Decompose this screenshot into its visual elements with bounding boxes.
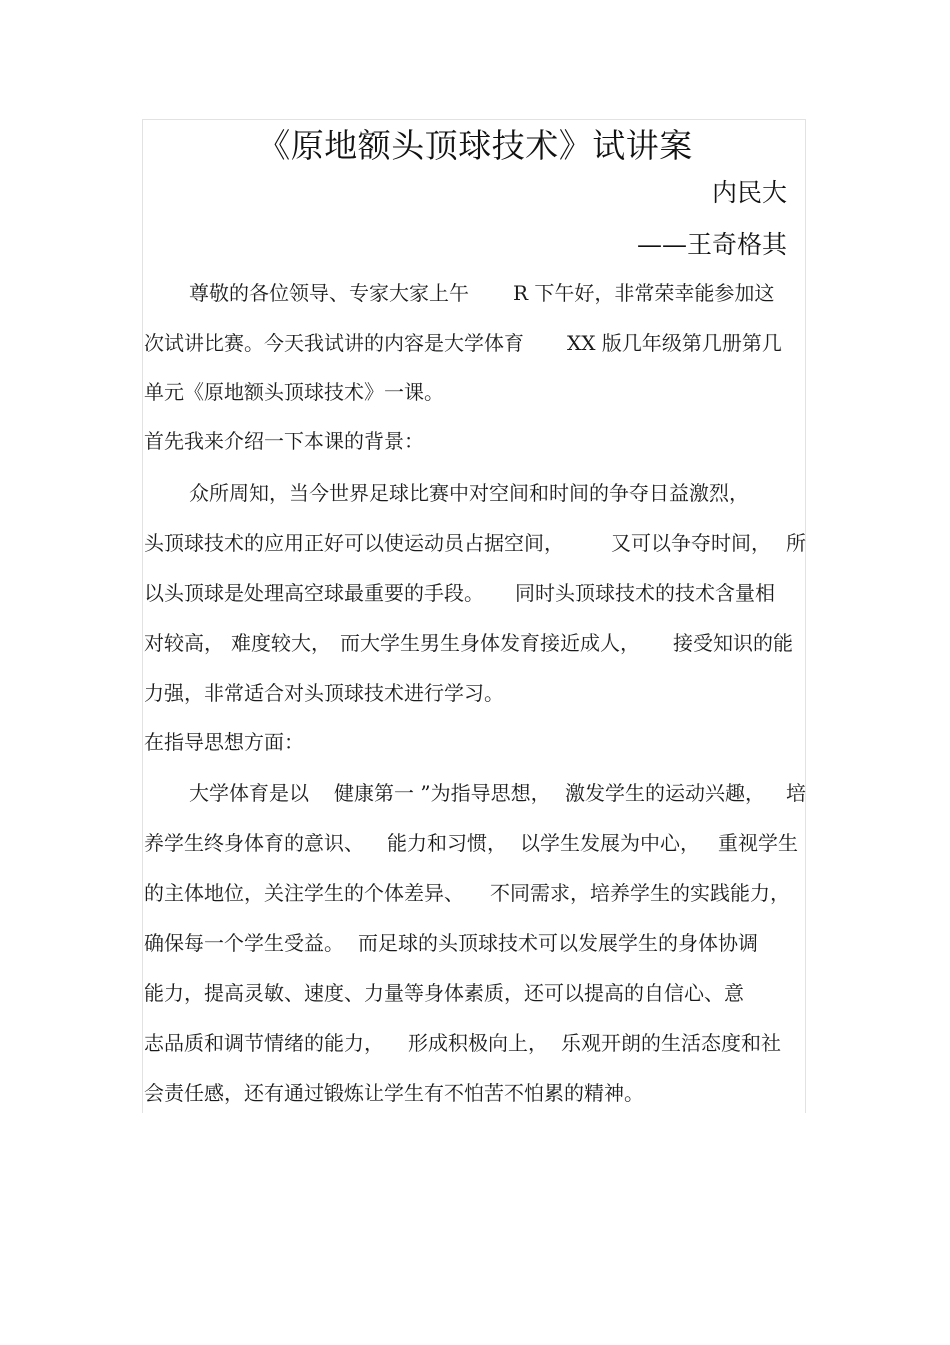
page-frame: [142, 119, 806, 1113]
text-line-segment: 单元《原地额头顶球技术》一课。: [144, 380, 444, 404]
text-line-segment: 而大学生男生身体发育接近成人，: [340, 631, 640, 655]
text-line-segment: 众所周知，当今世界足球比赛中对空间和时间的争夺日益激烈，: [189, 481, 749, 505]
text-line-segment: 乐观开朗的生活态度和社: [561, 1031, 781, 1055]
text-line-segment: 不同需求，培养学生的实践能力，: [490, 881, 790, 905]
text-line-segment: 大学体育是以: [189, 781, 309, 805]
text-line-segment: 力强，非常适合对头顶球技术进行学习。: [144, 681, 504, 705]
text-line-segment: 首先我来介绍一下本课的背景：: [144, 429, 424, 453]
text-line-segment: 培: [786, 781, 806, 805]
text-line-segment: 养学生终身体育的意识、: [144, 831, 364, 855]
text-line-segment: 次试讲比赛。今天我试讲的内容是大学体育: [144, 331, 524, 355]
text-line-segment: XX 版几年级第几册第几: [567, 331, 782, 355]
text-line-segment: 会责任感，还有通过锻炼让学生有不怕苦不怕累的精神。: [144, 1081, 644, 1105]
text-line-segment: 志品质和调节情绪的能力，: [144, 1031, 384, 1055]
text-line-segment: 以头顶球是处理高空球最重要的手段。: [144, 581, 484, 605]
text-line-segment: 难度较大，: [231, 631, 331, 655]
text-line-segment: 确保每一个学生受益。: [144, 931, 344, 955]
text-line-segment: 又可以争夺时间，: [611, 531, 771, 555]
text-line-segment: 尊敬的各位领导、专家大家上午: [189, 281, 469, 305]
text-line-segment: 同时头顶球技术的技术含量相: [515, 581, 775, 605]
author-name: ——王奇格其: [636, 230, 787, 259]
text-line-segment: 形成积极向上，: [408, 1031, 548, 1055]
text-line-segment: 对较高，: [144, 631, 224, 655]
author-affiliation: 内民大: [711, 178, 787, 207]
text-line-segment: 健康第一 ”为指导思想，: [334, 781, 551, 805]
text-line-segment: 而足球的头顶球技术可以发展学生的身体协调: [358, 931, 758, 955]
text-line-segment: 的主体地位，关注学生的个体差异、: [144, 881, 464, 905]
text-line-segment: R 下午好，非常荣幸能参加这: [513, 281, 775, 305]
text-line-segment: 激发学生的运动兴趣，: [565, 781, 765, 805]
text-line-segment: 头顶球技术的应用正好可以使运动员占据空间，: [144, 531, 564, 555]
document-title: 《原地额头顶球技术》试讲案: [257, 126, 693, 165]
text-line-segment: 能力和习惯，: [387, 831, 507, 855]
text-line-segment: 所: [786, 531, 806, 555]
text-line-segment: 在指导思想方面：: [144, 730, 304, 754]
text-line-segment: 能力，提高灵敏、速度、力量等身体素质，还可以提高的自信心、意: [144, 981, 744, 1005]
text-line-segment: 重视学生: [718, 831, 798, 855]
text-line-segment: 以学生发展为中心，: [520, 831, 700, 855]
text-line-segment: 接受知识的能: [673, 631, 793, 655]
